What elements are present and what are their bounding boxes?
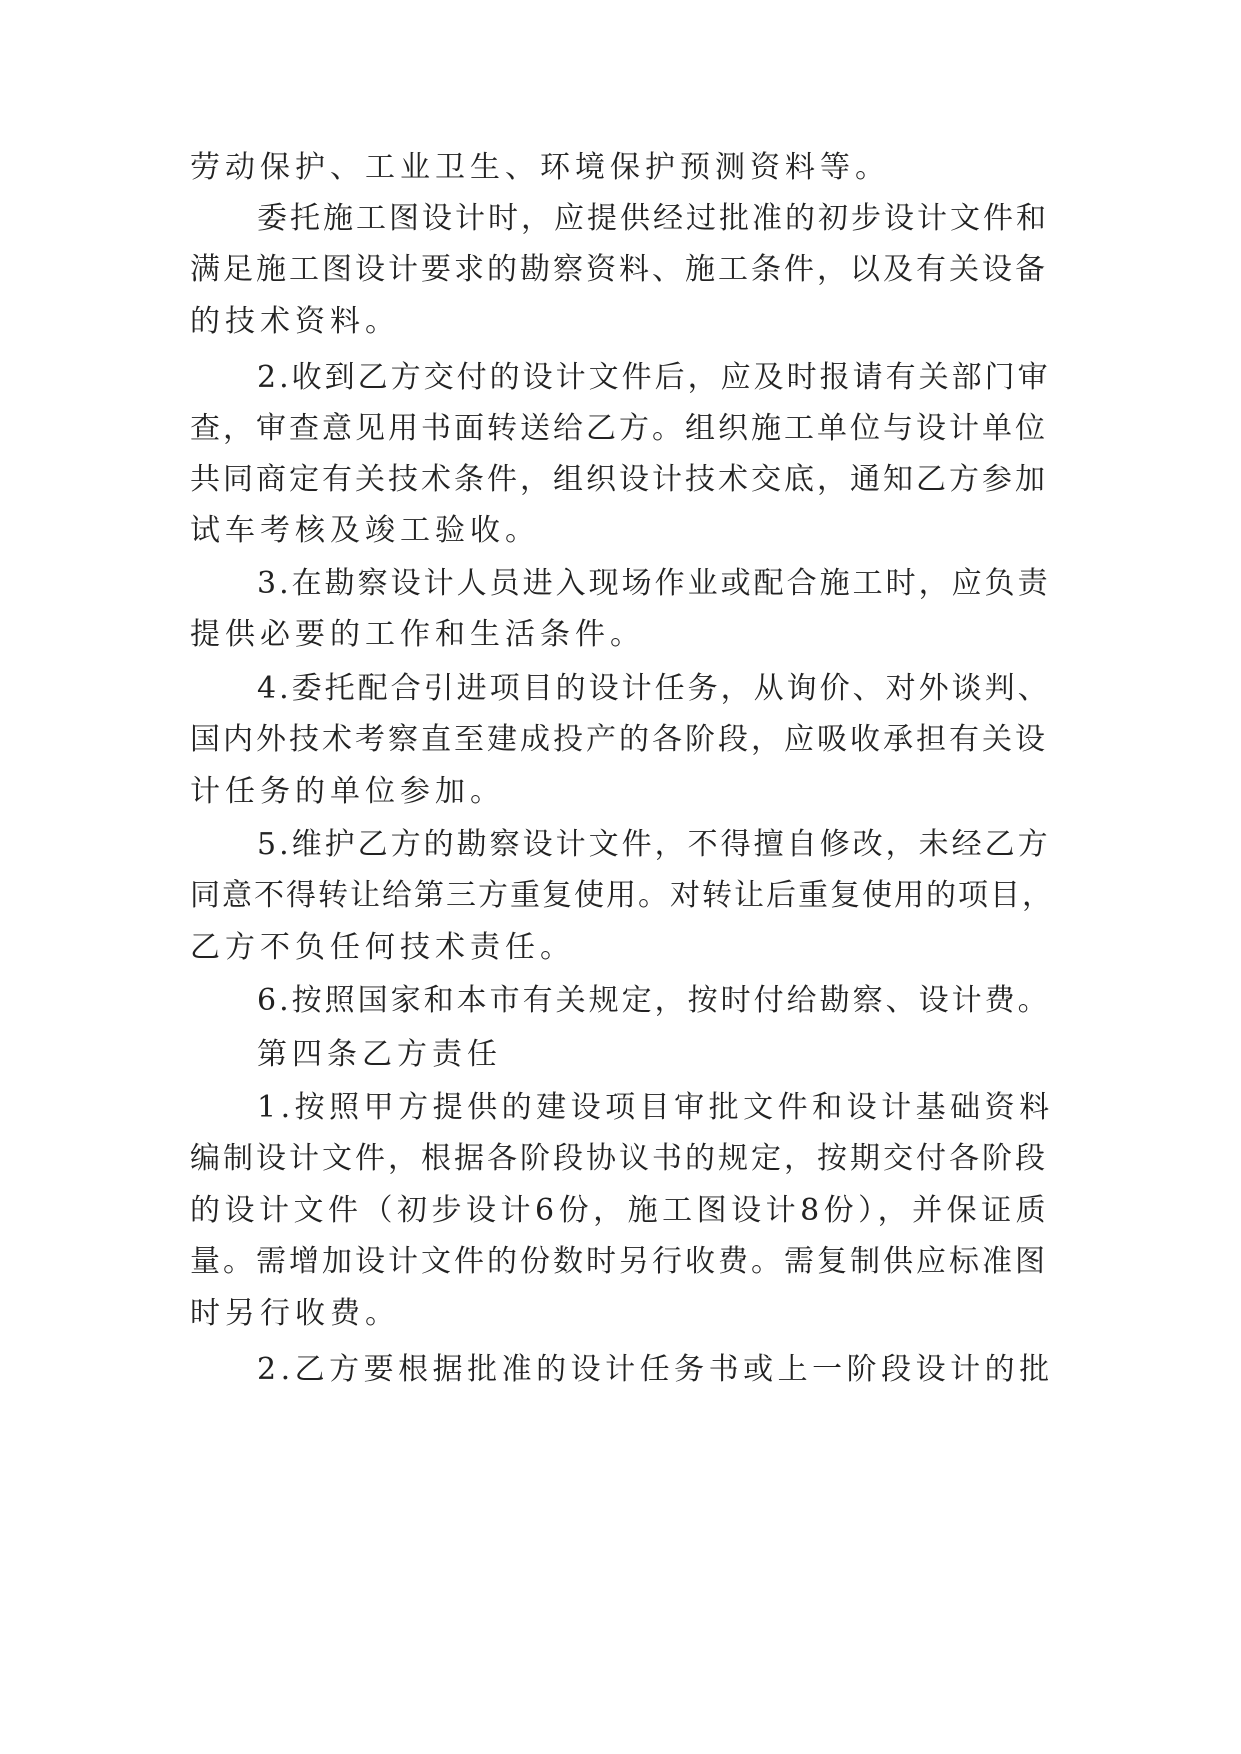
text-line: 2.乙方要根据批准的设计任务书或上一阶段设计的批 [257,1352,1054,1387]
text-line: 2.收到乙方交付的设计文件后，应及时报请有关部门审 [257,360,1051,395]
text-line: 的设计文件（初步设计6份，施工图设计8份），并保证质 [190,1193,1051,1228]
text-line: 1.按照甲方提供的建设项目审批文件和设计基础资料 [257,1090,1054,1125]
text-line: 量。需增加设计文件的份数时另行收费。需复制供应标准图 [190,1244,1048,1279]
text-line: 的技术资料。 [190,304,400,339]
text-line: 劳动保护、工业卫生、环境保护预测资料等。 [190,150,890,185]
text-line: 4.委托配合引进项目的设计任务，从询价、对外谈判、 [257,671,1051,706]
text-line: 同意不得转让给第三方重复使用。对转让后重复使用的项目， [190,878,1054,913]
text-line: 3.在勘察设计人员进入现场作业或配合施工时，应负责 [257,566,1051,601]
text-line: 提供必要的工作和生活条件。 [190,617,645,652]
text-line: 试车考核及竣工验收。 [190,513,540,548]
text-line: 国内外技术考察直至建成投产的各阶段，应吸收承担有关设 [190,722,1048,757]
text-line: 委托施工图设计时，应提供经过批准的初步设计文件和 [257,201,1049,236]
text-line: 满足施工图设计要求的勘察资料、施工条件，以及有关设备 [190,252,1048,287]
text-line: 6.按照国家和本市有关规定，按时付给勘察、设计费。 [257,983,1051,1018]
section-heading: 第四条乙方责任 [257,1037,502,1072]
text-line: 时另行收费。 [190,1296,400,1331]
text-line: 乙方不负任何技术责任。 [190,930,575,965]
text-line: 编制设计文件，根据各阶段协议书的规定，按期交付各阶段 [190,1141,1048,1176]
text-line: 5.维护乙方的勘察设计文件，不得擅自修改，未经乙方 [257,827,1051,862]
text-line: 共同商定有关技术条件，组织设计技术交底，通知乙方参加 [190,462,1048,497]
text-line: 查，审查意见用书面转送给乙方。组织施工单位与设计单位 [190,411,1048,446]
text-line: 计任务的单位参加。 [190,774,505,809]
